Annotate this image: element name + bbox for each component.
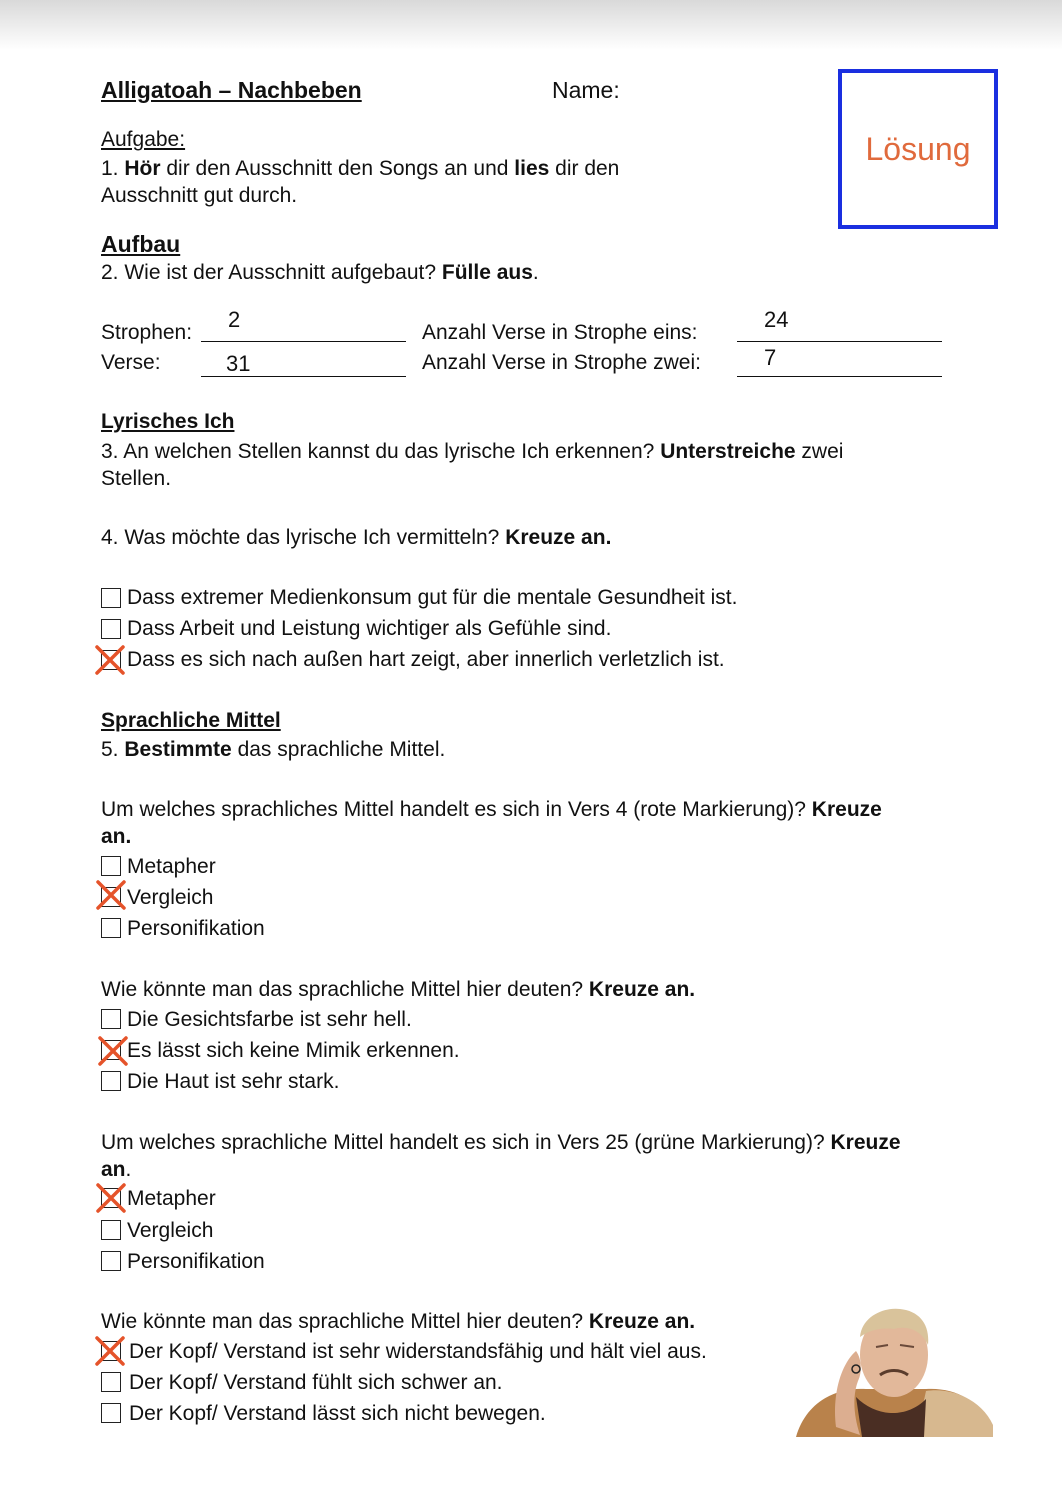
strophe-eins-answer-line [737,341,942,342]
strophe-zwei-answer-line [737,376,942,377]
option-label: Der Kopf/ Verstand lässt sich nicht bewegen. [129,1402,546,1425]
sprachliche-mittel-heading: Sprachliche Mittel [101,709,281,732]
checkbox[interactable] [101,1009,121,1029]
task2-question [101,259,539,287]
checkbox[interactable] [101,619,121,639]
checkbox[interactable] [101,1251,121,1271]
verse-value: 31 [226,351,251,376]
option-label: Die Haut ist sehr stark. [127,1070,340,1093]
option-label: Metapher [127,855,216,878]
solution-label: Lösung [865,131,971,167]
strophe-eins-value: 24 [764,307,789,332]
task5d-bold: Kreuze an. [588,1310,696,1333]
task1-text1: dir den Ausschnitt den Songs an und [160,157,515,180]
option-label: Dass extremer Medienkonsum gut für die mentale Gesundheit ist. [127,586,738,609]
checkbox[interactable] [101,1372,121,1392]
task2-end: . [532,261,539,284]
strophe-zwei-value: 7 [764,345,777,370]
checkbox[interactable] [101,1403,121,1423]
task1-bold-lies: lies [514,157,550,180]
strophen-value: 2 [228,307,241,332]
cross-mark-icon [98,1036,128,1066]
aufbau-heading: Aufbau [101,231,181,257]
task1-text2: dir den [549,157,620,180]
task5-bold: Bestimmte [124,738,232,761]
task5b-bold: Kreuze an. [588,978,696,1001]
cross-mark-icon [96,880,126,910]
cross-mark-icon [95,645,125,675]
worksheet-title: Alligatoah – Nachbeben [101,77,362,103]
checkbox[interactable] [101,588,121,608]
task3-end: zwei [795,440,844,463]
task1-line1 [101,155,619,183]
task1-num: 1. [101,157,125,180]
checkbox[interactable] [101,1220,121,1240]
option-label: Vergleich [127,1219,214,1242]
task2-bold: Fülle aus [441,261,533,284]
checkbox[interactable] [101,918,121,938]
task2-text: 2. Wie ist der Ausschnitt aufgebaut? [101,261,442,284]
task1-line2: Ausschnitt gut durch. [101,184,298,207]
option-label: Dass es sich nach außen hart zeigt, aber innerlich verletzlich ist. [127,648,725,671]
task4-text: 4. Was möchte das lyrische Ich vermitteln? [101,526,506,549]
task5a-text: Um welches sprachliches Mittel handelt es sich in Vers 4 (rote Markierung)? [101,798,812,821]
option-label: Der Kopf/ Verstand fühlt sich schwer an. [129,1371,503,1394]
page-top-shadow [0,0,1062,50]
task5c-bold: Kreuze [830,1131,901,1154]
checkbox[interactable] [101,856,121,876]
task5c-end: . [125,1158,132,1181]
task5d-question [101,1308,695,1336]
task4-bold: Kreuze an. [505,526,612,549]
task5b-question [101,976,695,1004]
cross-mark-icon [96,1183,126,1213]
task5c-line1 [101,1129,901,1157]
task5b-text: Wie könnte man das sprachliche Mittel hier deuten? [101,978,589,1001]
checkbox[interactable] [101,1071,121,1091]
task5-num: 5. [101,738,125,761]
option-label: Dass Arbeit und Leistung wichtiger als Gefühle sind. [127,617,612,640]
option-label: Personifikation [127,1250,265,1273]
task1-bold-hoer: Hör [124,157,161,180]
task3-text: 3. An welchen Stellen kannst du das lyrische Ich erkennen? [101,440,661,463]
task5c-text: Um welches sprachliche Mittel handelt es sich in Vers 25 (grüne Markierung)? [101,1131,831,1154]
task5c-bold2: an [101,1158,126,1181]
artist-photo [796,1307,993,1437]
option-label: Es lässt sich keine Mimik erkennen. [127,1039,460,1062]
task5d-text: Wie könnte man das sprachliche Mittel hier deuten? [101,1310,589,1333]
cross-mark-icon [95,1336,125,1366]
strophe-eins-label: Anzahl Verse in Strophe eins: [422,321,698,344]
task-heading: Aufgabe: [101,128,186,151]
name-label: Name: [552,77,620,103]
strophe-zwei-label: Anzahl Verse in Strophe zwei: [422,351,701,374]
task3-bold: Unterstreiche [660,440,796,463]
task3-line2: Stellen. [101,467,172,490]
option-label: Personifikation [127,917,265,940]
strophen-answer-line [201,341,406,342]
strophen-label: Strophen: [101,321,193,344]
task5a-bold: Kreuze [811,798,882,821]
solution-box [838,69,998,229]
option-label: Metapher [127,1187,216,1210]
lyrisches-ich-heading: Lyrisches Ich [101,410,235,433]
task3-line1 [101,438,843,466]
task5-text: das sprachliche Mittel. [231,738,446,761]
task5a-line1 [101,796,882,824]
task5c-line2 [101,1156,131,1184]
option-label: Der Kopf/ Verstand ist sehr widerstandsfähig und hält viel aus. [129,1340,707,1363]
task4-question [101,524,611,552]
verse-label: Verse: [101,351,161,374]
option-label: Vergleich [127,886,214,909]
task5-question [101,736,445,764]
task5a-bold2: an. [101,825,132,848]
task5a-line2 [101,823,131,851]
option-label: Die Gesichtsfarbe ist sehr hell. [127,1008,412,1031]
